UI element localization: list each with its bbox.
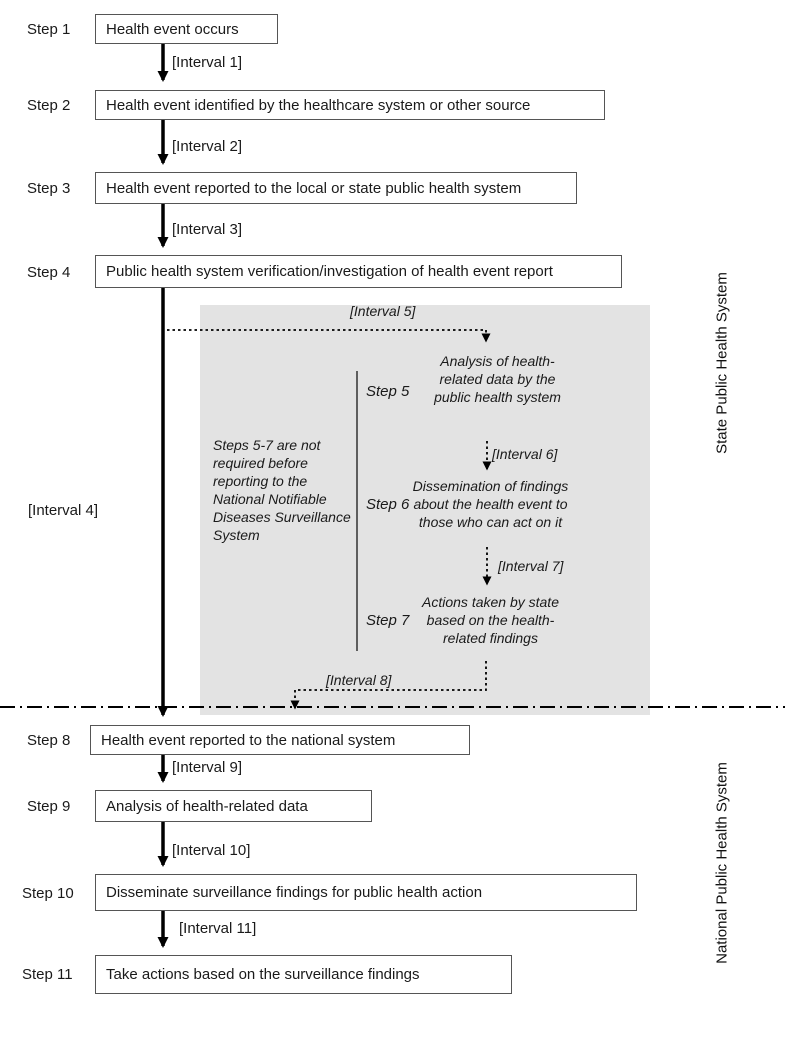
interval-10-label: [Interval 10] (172, 842, 251, 859)
step-11-label: Step 11 (22, 966, 73, 983)
interval-6-label: [Interval 6] (492, 446, 558, 462)
step-5-text: Analysis of health-related data by the public health system (434, 353, 561, 406)
step-4-text: Public health system verification/investigation of health event report (106, 263, 553, 280)
step-9-text: Analysis of health-related data (106, 797, 308, 815)
interval-3-label: [Interval 3] (172, 221, 243, 238)
step-9-label: Step 9 (27, 798, 71, 815)
side-label-state: State Public Health System (713, 272, 731, 454)
step-2-box (95, 90, 605, 120)
interval-7-label: [Interval 7] (498, 558, 564, 574)
step-10-text: Disseminate surveillance findings for public health action (106, 884, 483, 901)
interval-9-label: [Interval 9] (172, 759, 243, 776)
side-label-national: National Public Health System (713, 762, 731, 964)
interval-5-label: [Interval 5] (350, 303, 416, 319)
interval-8-label: [Interval 8] (326, 672, 392, 688)
step-3-text: Health event reported to the local or state public health system (106, 179, 522, 197)
step-4-box (95, 255, 622, 288)
step-4-label: Step 4 (27, 264, 71, 281)
interval-11-label: [Interval 11] (179, 920, 257, 937)
step-2-label: Step 2 (27, 97, 71, 114)
substeps-note: Steps 5-7 are not required before reporting to the National Notifiable Diseases Surveillance System (213, 437, 351, 543)
step-8-label: Step 8 (27, 732, 71, 749)
step-2-text: Health event identified by the healthcare system or other source (106, 96, 531, 114)
step-10-label: Step 10 (22, 885, 74, 902)
step-1-label: Step 1 (27, 21, 71, 38)
step-9-box (95, 790, 372, 822)
step-7-text: Actions taken by state based on the health-related findings (422, 594, 559, 647)
step-8-box (90, 725, 470, 755)
step-10-box (95, 874, 637, 911)
interval-1-label: [Interval 1] (172, 54, 243, 71)
interval-4-label: [Interval 4] (28, 502, 99, 519)
step-1-box (95, 14, 278, 44)
step-11-box (95, 955, 512, 994)
interval-2-label: [Interval 2] (172, 138, 243, 155)
step-6-text: Dissemination of findings about the health event to those who can act on it (412, 478, 569, 531)
step-7-label: Step 7 (366, 612, 410, 629)
step-6-label: Step 6 (366, 496, 410, 513)
step-3-label: Step 3 (27, 180, 71, 197)
step-1-text: Health event occurs (106, 20, 239, 38)
step-8-text: Health event reported to the national system (101, 731, 396, 749)
step-5-label: Step 5 (366, 383, 410, 400)
step-11-text: Take actions based on the surveillance findings (106, 966, 420, 983)
step-3-box (95, 172, 577, 204)
